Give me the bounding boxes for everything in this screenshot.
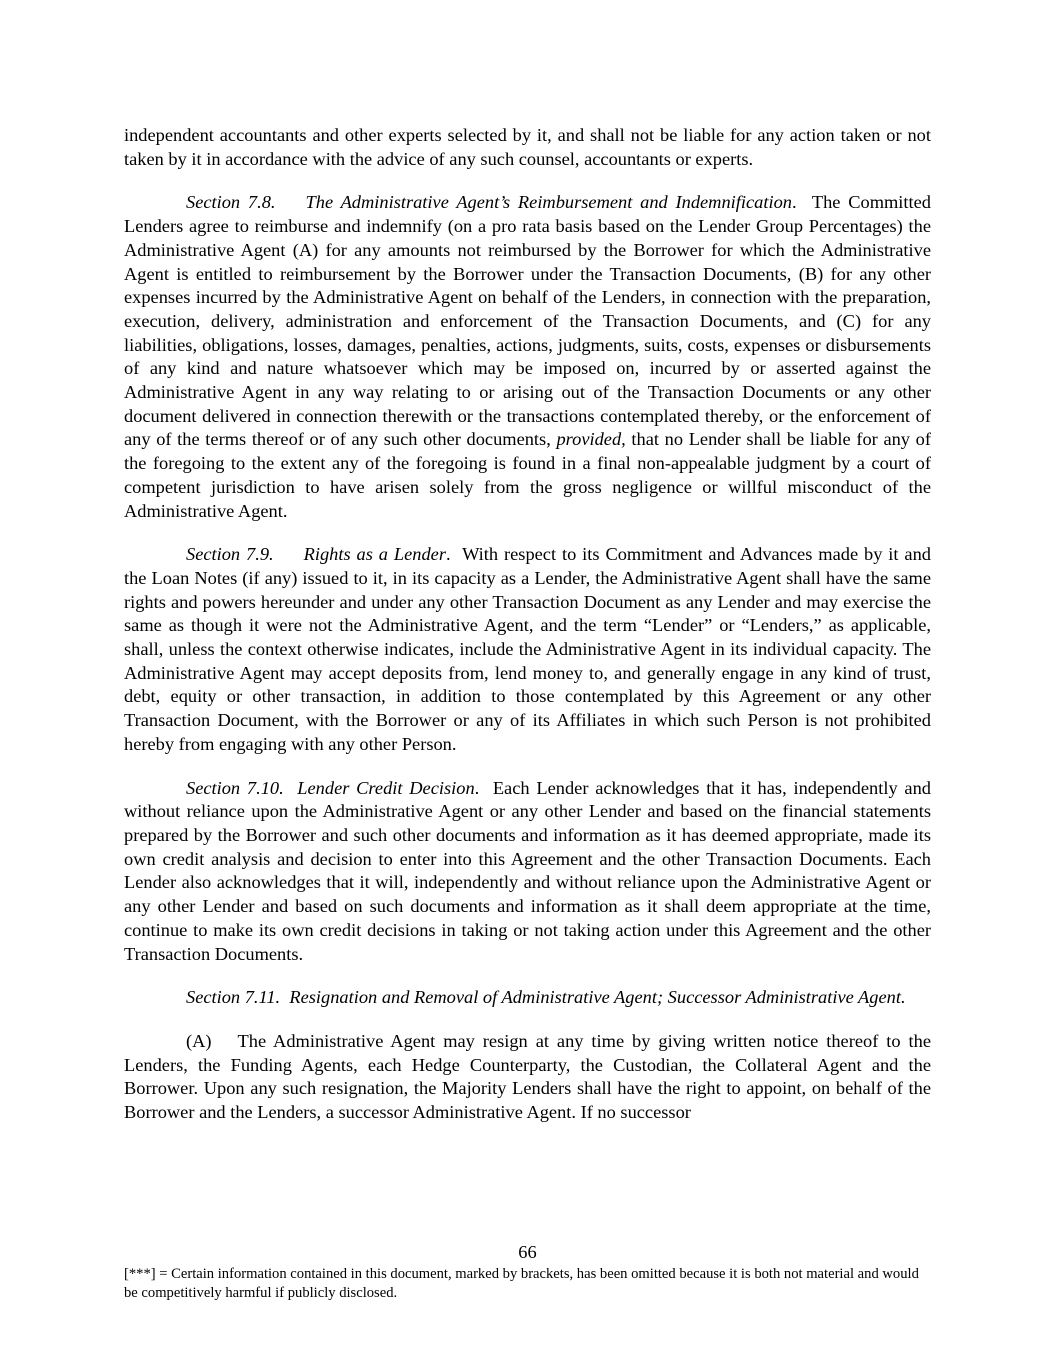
section-7-9: Section 7.9. Rights as a Lender. With respect to its Commitment and Advances made by it and the Loan Notes (if any) issued to it, in its capacity as a Lender, the Administrative Agent shall have the same rights and powers hereunder and under any other Transaction Document as any Lender and may exercise the same as though it were not the Administrative Agent, and the term “Lender” or “Lenders,” as applicable, shall, unless the context otherwise indicates, include the Administrative Agent in its individual capacity. The Administrative Agent may accept deposits from, lend money to, and generally engage in any kind of trust, debt, equity or other transaction, in addition to those contemplated by this Agreement or any other Transaction Document, with the Borrower or any of its Affiliates in which such Person is not prohibited hereby from engaging with any other Person. [124,544,931,754]
paragraph-continuation [124,124,931,171]
section-number: Section 7.11. [186,987,281,1008]
emphasis-term: provided, [556,429,626,450]
section-7-10: Section 7.10. Lender Credit Decision. Each Lender acknowledges that it has, independently and without reliance upon the Administrative Agent or any other Lender and based on the financial statements prepared by the Borrower and such other documents and information as it has deemed appropriate, made its own credit analysis and decision to enter into this Agreement and the other Transaction Documents. Each Lender also acknowledges that it will, independently and without reliance upon the Administrative Agent or any other Lender and based on such documents and information as it shall deem appropriate at the time, continue to make its own credit decisions in taking or not taking action under this Agreement and the other Transaction Documents. [124,777,931,964]
clause-label: (A) [186,1030,212,1051]
footnote: [***] = Certain information contained in this document, marked by brackets, has been omitted because it is both not material and would be competitively harmful if publicly disclosed. [124,1266,919,1301]
section-number: Section 7.10. [186,777,284,798]
section-title: Lender Credit Decision [297,777,475,798]
section-number: Section 7.9. [186,544,274,565]
section-title: Resignation and Removal of Administrative Agent; Successor Administrative Agent [289,987,901,1008]
page-number: 66 [518,1242,537,1262]
document-body [124,124,931,1145]
paragraph-text: The Administrative Agent may resign at any time by giving written notice thereof to the Lenders, the Funding Agents, each Hedge Counterparty, the Custodian, the Collateral Agent and the Borrower. Upon any such resignation, the Majority Lenders shall have the right to appoint, on behalf of the Borrower and the Lenders, a successor Administrative Agent. If no successor [124,1030,931,1123]
section-number: Section 7.8. [186,192,276,213]
paragraph-text: that no Lender shall be liable for any of the foregoing to the extent any of the foregoing is found in a final non-appealable judgment by a court of competent jurisdiction to have arisen solely from the gross negligence or willful misconduct of the Administrative Agent. [124,429,931,521]
paragraph-text: independent accountants and other experts selected by it, and shall not be liable for any action taken or not taken by it in accordance with the advice of any such counsel, accountants or experts. [124,125,931,169]
section-title: Rights as a Lender [303,544,446,565]
section-title: The Administrative Agent’s Reimbursement and Indemnification [305,192,792,213]
paragraph-text: With respect to its Commitment and Advances made by it and the Loan Notes (if any) issued to it, in its capacity as a Lender, the Administrative Agent shall have the same rights and powers hereunder and under any other Transaction Document as any Lender and may exercise the same as though it were not the Administrative Agent, and the term “Lender” or “Lenders,” as applicable, shall, unless the context otherwise indicates, include the Administrative Agent in its individual capacity. The Administrative Agent may accept deposits from, lend money to, and generally engage in any kind of trust, debt, equity or other transaction, in addition to those contemplated by this Agreement or any other Transaction Document, with the Borrower or any of its Affiliates in which such Person is not prohibited hereby from engaging with any other Person. [124,544,931,754]
clause-a [124,1030,931,1125]
paragraph-text: The Committed Lenders agree to reimburse and indemnify (on a pro rata basis based on the Lender Group Percentages) the Administrative Agent (A) for any amounts not reimbursed by the Borrower for which the Administrative Agent is entitled to reimbursement by the Borrower under the Transaction Documents, (B) for any other expenses incurred by the Administrative Agent on behalf of the Lenders, in connection with the preparation, execution, delivery, administration and enforcement of the Transaction Documents, and (C) for any liabilities, obligations, losses, damages, penalties, actions, judgments, suits, costs, expenses or disbursements of any kind and nature whatsoever which may be imposed on, incurred by or asserted against the Administrative Agent in any way relating to or arising out of the Transaction Documents or any other document delivered in connection therewith or the transactions contemplated thereby, or the enforcement of any of the terms thereof or of any such other documents, [124,192,931,450]
paragraph-text: Each Lender acknowledges that it has, independently and without reliance upon the Administrative Agent or any other Lender and based on the financial statements prepared by the Borrower and such other documents and information as it has deemed appropriate, made its own credit analysis and decision to enter into this Agreement and the other Transaction Documents. Each Lender also acknowledges that it will, independently and without reliance upon the Administrative Agent or any other Lender and based on such documents and information as it shall deem appropriate at the time, continue to make its own credit decisions in taking or not taking action under this Agreement and the other Transaction Documents. [124,777,931,964]
section-7-8: Section 7.8. The Administrative Agent’s Reimbursement and Indemnification. The Committed Lenders agree to reimburse and indemnify (on a pro rata basis based on the Lender Group Percentages) the Administrative Agent (A) for any amounts not reimbursed by the Borrower for which the Administrative Agent is entitled to reimbursement by the Borrower under the Transaction Documents, (B) for any other expenses incurred by the Administrative Agent on behalf of the Lenders, in connection with the preparation, execution, delivery, administration and enforcement of the Transaction Documents, and (C) for any liabilities, obligations, losses, damages, penalties, actions, judgments, suits, costs, expenses or disbursements of any kind and nature whatsoever which may be imposed on, incurred by or asserted against the Administrative Agent in any way relating to or arising out of the Transaction Documents or any other document delivered in connection therewith or the transactions contemplated thereby, or the enforcement of any of the terms thereof or of any such other documents, provided, that no Lender shall be liable for any of the foregoing to the extent any of the foregoing is found in a final non-appealable judgment by a court of competent jurisdiction to have arisen solely from the gross negligence or willful misconduct of the Administrative Agent. [124,192,931,521]
section-7-11-heading: Section 7.11. Resignation and Removal of Administrative Agent; Successor Administrative Agent. [186,987,906,1008]
